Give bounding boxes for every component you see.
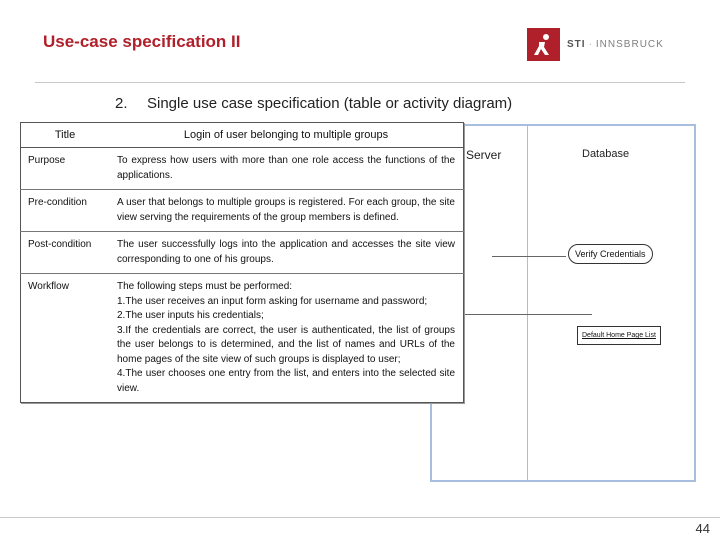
row-label: Pre-condition [21,190,110,232]
sti-logo [527,28,664,61]
table-row-precondition [21,190,464,232]
logo-city: INNSBRUCK [595,39,664,50]
workflow-step: 4.The user chooses one entry from the list, and enters into the selected site view. [117,368,455,394]
logo-brand: STI [567,39,586,50]
table-row-postcondition [21,232,464,274]
activity-diagram [430,124,696,482]
row-value [109,274,464,403]
page-number: 44 [695,521,710,536]
row-label: Workflow [21,274,110,403]
sti-logo-icon [527,28,560,61]
slide-title: Use-case specification II [43,32,241,51]
section-heading-text: Single use case specification (table or activity diagram) [147,95,513,112]
workflow-step: 2.The user inputs his credentials; [117,310,264,321]
table-header-value: Login of user belonging to multiple groups [109,123,464,148]
row-value: To express how users with more than one role access the functions of the applications. [109,148,464,190]
workflow-step: 3.If the credentials are correct, the user is authenticated, the list of groups the user belongs to is determined, and the list of names and URLs of the home pages of the site view of such groups is displayed to user; [117,324,455,365]
lane-database-label: Database [582,148,630,160]
workflow-intro: The following steps must be performed: [117,281,293,292]
flow-arrow [462,314,592,315]
header-divider [35,82,685,83]
object-default-home-page-list: Default Home Page List [577,326,661,345]
flow-arrow [492,256,566,257]
row-value: The user successfully logs into the application and accesses the site view corresponding to one of his groups. [109,232,464,274]
section-number: 2. [115,95,128,112]
table-header-title: Title [21,123,110,148]
use-case-spec-table [20,122,464,403]
row-value: A user that belongs to multiple groups is registered. For each group, the site view serving the requirements of the group members is defined. [109,190,464,232]
row-label: Purpose [21,148,110,190]
table-row-workflow [21,274,464,403]
swimlane-divider [527,126,528,480]
table-row-purpose [21,148,464,190]
lane-server-label: Server [466,148,502,162]
section-heading [115,95,512,112]
table-header-row [21,123,464,148]
logo-wordmark: STI · INNSBRUCK [567,39,664,50]
activity-node-verify-credentials: Verify Credentials [568,244,653,264]
workflow-step: 1.The user receives an input form asking for username and password; [117,295,428,307]
row-label: Post-condition [21,232,110,274]
footer-divider [0,517,720,518]
